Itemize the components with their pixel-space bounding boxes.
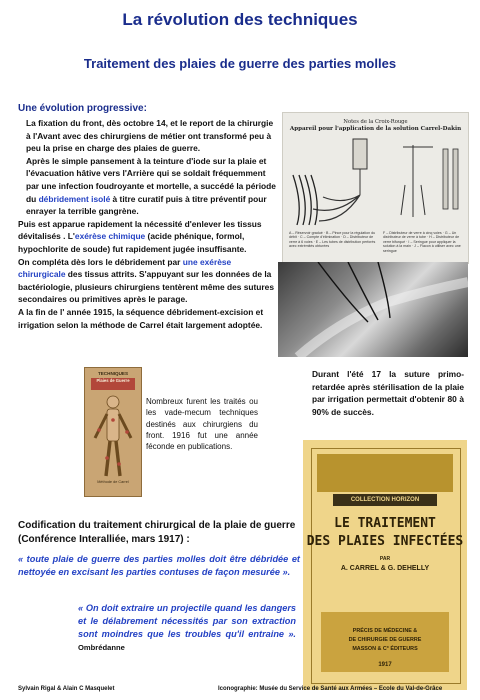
carrel-dehelly-book-cover — [303, 440, 467, 690]
figure-legend-left: A – Réservoir gradué · B – Pince pour la régulation du débit · C – Compte d'élimination · D – Distributeur de verre à 6 voies · E – Les tubes de distribution perforés avec extrémités obturées — [289, 231, 376, 249]
quote-text: « On doit extraire un projectile quand les dangers et le délabrement nécessités par son extraction sont moindres que les troubles qu'il entraine ». — [78, 603, 296, 639]
evolution-paragraph-3 — [18, 218, 278, 256]
book-publisher-line-3: MASSON & C° ÉDITEURS — [352, 646, 418, 652]
quote-author: Ombrédanne — [78, 643, 125, 652]
book-title-line-1: LE TRAITEMENT — [334, 516, 436, 531]
highlight-debridement: débridement isolé — [38, 193, 111, 204]
book-collection-label: COLLECTION HORIZON — [333, 494, 437, 506]
text-run: Puis est apparue rapidement la nécessité d'enlever les tissus dévitalisés . L' — [18, 218, 262, 242]
footer-credits: Iconographie: Musée du Service de Santé aux Armées – Ecole du Val-de-Grâce — [218, 686, 443, 692]
book-year: 1917 — [378, 662, 392, 668]
book-par: PAR — [379, 556, 391, 562]
apparatus-drawing — [283, 135, 468, 230]
figure-caption-top: Notes de la Croix-Rouge — [343, 119, 408, 125]
text-run: des tissus attrits. S'appuyant sur les données de la bactériologie, plusieurs chirurgiens tentèrent même des sutures secondaires ou primitives après le parage. — [18, 269, 274, 305]
manuals-caption: Nombreux furent les traités ou les vade-mecum techniques destinés aux chirurgiens du front. 1916 fut une année féconde en publications. — [146, 397, 258, 452]
book-publisher-line-1: PRÉCIS DE MÉDECINE & — [352, 628, 418, 634]
text-run: à titre curatif puis à titre préventif pour enrayer la terrible gangrène. — [26, 193, 267, 217]
war-wounds-manual-cover — [84, 367, 142, 497]
evolution-paragraph-1: La fixation du front, dès octobre 14, et le report de la chirurgie à l'Avant avec des chirurgiens de métier ont transformé peu à peu la prise en charge des plaies de guerre. — [26, 118, 274, 154]
manual-cover-footer: Méthode de Carrel — [97, 480, 129, 484]
book-title-line-2: DES PLAIES INFECTÉES — [306, 534, 464, 549]
figure-caption-main: Appareil pour l'application de la solution Carrel-Dakin — [289, 126, 462, 132]
section-heading-evolution: Une évolution progressive: — [18, 103, 147, 114]
conference-quote: « toute plaie de guerre des parties molles doit être débridée et nettoyée en excisant les parties contuses de façon mesurée ». — [18, 554, 300, 577]
page-title: La révolution des techniques — [122, 10, 358, 29]
text-run: (acide phénique, formol, hypochlorite de soude) fut rapidement jugée insuffisante. — [18, 231, 247, 254]
book-authors: A. CARREL & G. DEHELLY — [340, 565, 430, 572]
evolution-paragraph-5: A la fin de l' année 1915, la séquence débridement-excision et irrigation selon la méthode de Carrel était largement adoptée. — [18, 306, 264, 330]
figure-legend-right: F – Distributeur de verre à cinq voies · G – Un distributeur de verre à tube · H – Distributeur de verre bifurqué · I – Seringue pour appliquer la solution à la main · J – Flacon à utiliser avec une seringue — [383, 231, 461, 253]
irrigation-photo — [278, 262, 468, 357]
evolution-text — [18, 117, 278, 331]
manual-cover-title-box: Plaies de Guerre — [91, 378, 135, 390]
manual-cover-header: TECHNIQUES — [97, 371, 129, 376]
anatomical-figure — [85, 392, 141, 482]
suture-caption: Durant l'été 17 la suture primo-retardée après stérilisation de la plaie par irrigation permettait d'obtenir 80 à 90% de succès. — [312, 369, 464, 417]
text-run: On compléta dès lors le débridement par — [18, 256, 183, 267]
highlight-surgical-excision: une exérèse chirurgicale — [18, 256, 232, 280]
book-publisher-line-2: DE CHIRURGIE DE GUERRE — [348, 637, 422, 643]
footer-authors: Sylvain Rigal & Alain C Masquelet — [18, 686, 115, 692]
page-subtitle: Traitement des plaies de guerre des parties molles — [83, 56, 397, 71]
carrel-dakin-apparatus-figure — [282, 112, 469, 264]
evolution-paragraph-4 — [18, 256, 278, 306]
codification-heading: Codification du traitement chirurgical de la plaie de guerre (Conférence Interalliée, mars 1917) : — [18, 520, 296, 545]
irrigation-tubes-drawing — [278, 262, 468, 357]
text-run: Après le simple pansement à la teinture d'iode sur la plaie et l'évacuation hâtive vers l'Arrière qui se soldait fréquemment par une infection foudroyante et mortelle, a succédé la période du — [26, 155, 276, 204]
evolution-paragraph-2 — [18, 155, 278, 218]
ombredanne-quote — [78, 602, 296, 654]
highlight-chemical-excision: exérèse chimique — [74, 231, 146, 242]
book-cover-ornament — [317, 454, 453, 492]
